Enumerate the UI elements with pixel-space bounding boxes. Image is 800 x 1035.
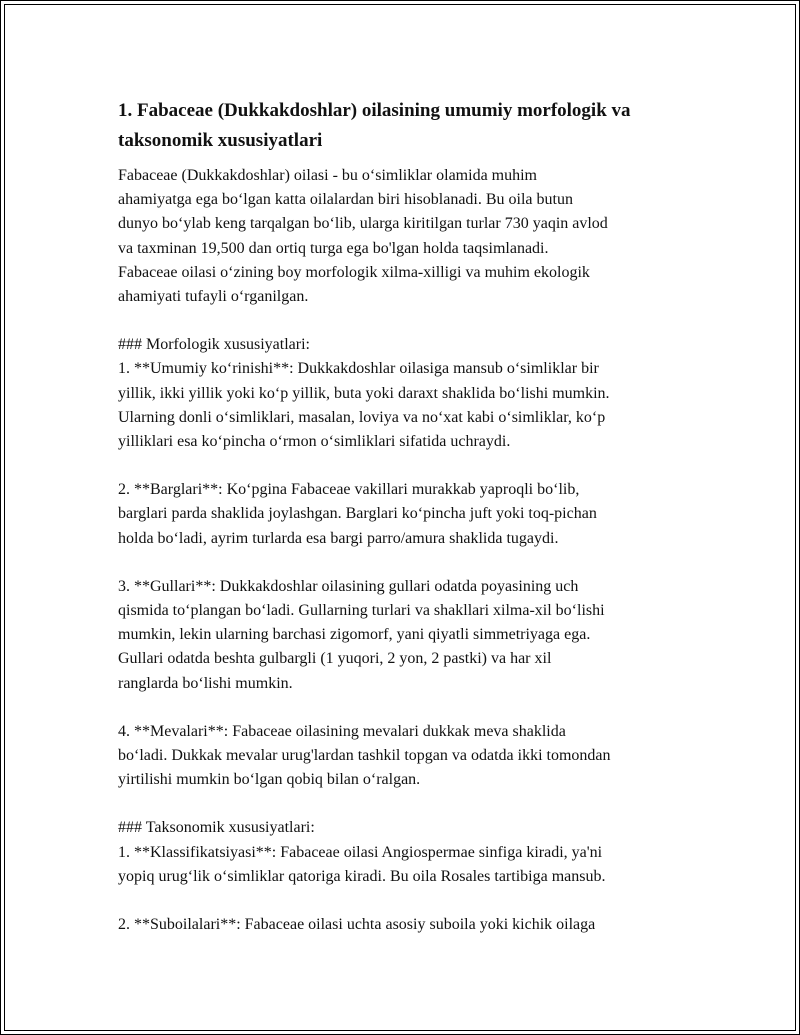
document-title [118, 96, 708, 156]
text-line: 1. **Klassifikatsiyasi**: Fabaceae oilasi Angiospermae sinfiga kiradi, ya'ni [118, 843, 603, 861]
intro-paragraph [118, 164, 708, 309]
text-line: holda bo‘ladi, ayrim turlarda esa bargi parro/amura shaklida tugaydi. [118, 529, 559, 547]
text-line: 1. **Umumiy ko‘rinishi**: Dukkakdoshlar oilasiga mansub o‘simliklar bir [118, 360, 599, 378]
text-line: yillik, ikki yillik yoki ko‘p yillik, buta yoki daraxt shaklida bo‘lishi mumkin. [118, 384, 610, 402]
text-line: qismida to‘plangan bo‘ladi. Gullarning turlari va shakllari xilma-xil bo‘lishi [118, 602, 605, 620]
document-body [118, 96, 708, 937]
text-line: barglari parda shaklida joylashgan. Barglari ko‘pincha juft yoki toq-pichan [118, 505, 597, 523]
text-line: Fabaceae oilasi o‘zining boy morfologik xilma-xilligi va muhim ekologik [118, 263, 590, 281]
text-line: va taxminan 19,500 dan ortiq turga ega bo'lgan holda taqsimlanadi. [118, 239, 549, 257]
text-line: yirtilishi mumkin bo‘lgan qobiq bilan o‘ralgan. [118, 771, 421, 789]
flowers-paragraph [118, 575, 708, 696]
text-line: ranglarda bo‘lishi mumkin. [118, 674, 293, 692]
title-line: taksonomik xususiyatlari [118, 130, 323, 151]
text-line: ahamiyati tufayli o‘rganilgan. [118, 288, 309, 306]
title-line: 1. Fabaceae (Dukkakdoshlar) oilasining umumiy morfologik va [118, 100, 631, 121]
section-heading: ### Taksonomik xususiyatlari: [118, 819, 315, 837]
text-line: ahamiyatga ega bo‘lgan katta oilalardan biri hisoblanadi. Bu oila butun [118, 191, 573, 209]
fruits-paragraph [118, 720, 708, 793]
text-line: 2. **Barglari**: Ko‘pgina Fabaceae vakillari murakkab yaproqli bo‘lib, [118, 481, 580, 499]
text-line: Gullari odatda beshta gulbargli (1 yuqori, 2 yon, 2 pastki) va har xil [118, 650, 552, 668]
text-line: yilliklari esa ko‘pincha o‘rmon o‘simliklari sifatida uchraydi. [118, 433, 511, 451]
text-line: bo‘ladi. Dukkak mevalar urug'lardan tashkil topgan va odatda ikki tomondan [118, 747, 611, 765]
text-line: mumkin, lekin ularning barchasi zigomorf, yani qiyatli simmetriyaga ega. [118, 626, 591, 644]
subfamilies-paragraph [118, 913, 708, 937]
leaves-paragraph [118, 478, 708, 551]
text-line: Fabaceae (Dukkakdoshlar) oilasi - bu o‘simliklar olamida muhim [118, 167, 537, 184]
morphology-section [118, 333, 708, 454]
text-line: dunyo bo‘ylab keng tarqalgan bo‘lib, ularga kiritilgan turlar 730 yaqin avlod [118, 215, 608, 233]
text-line: 2. **Suboilalari**: Fabaceae oilasi uchta asosiy suboila yoki kichik oilaga [118, 916, 596, 934]
section-heading: ### Morfologik xususiyatlari: [118, 336, 310, 354]
text-line: Ularning donli o‘simliklari, masalan, loviya va no‘xat kabi o‘simliklar, ko‘p [118, 408, 606, 426]
text-line: yopiq urug‘lik o‘simliklar qatoriga kiradi. Bu oila Rosales tartibiga mansub. [118, 867, 606, 885]
taxonomy-section [118, 816, 708, 889]
text-line: 3. **Gullari**: Dukkakdoshlar oilasining gullari odatda poyasining uch [118, 577, 579, 595]
text-line: 4. **Mevalari**: Fabaceae oilasining mevalari dukkak meva shaklida [118, 722, 566, 740]
